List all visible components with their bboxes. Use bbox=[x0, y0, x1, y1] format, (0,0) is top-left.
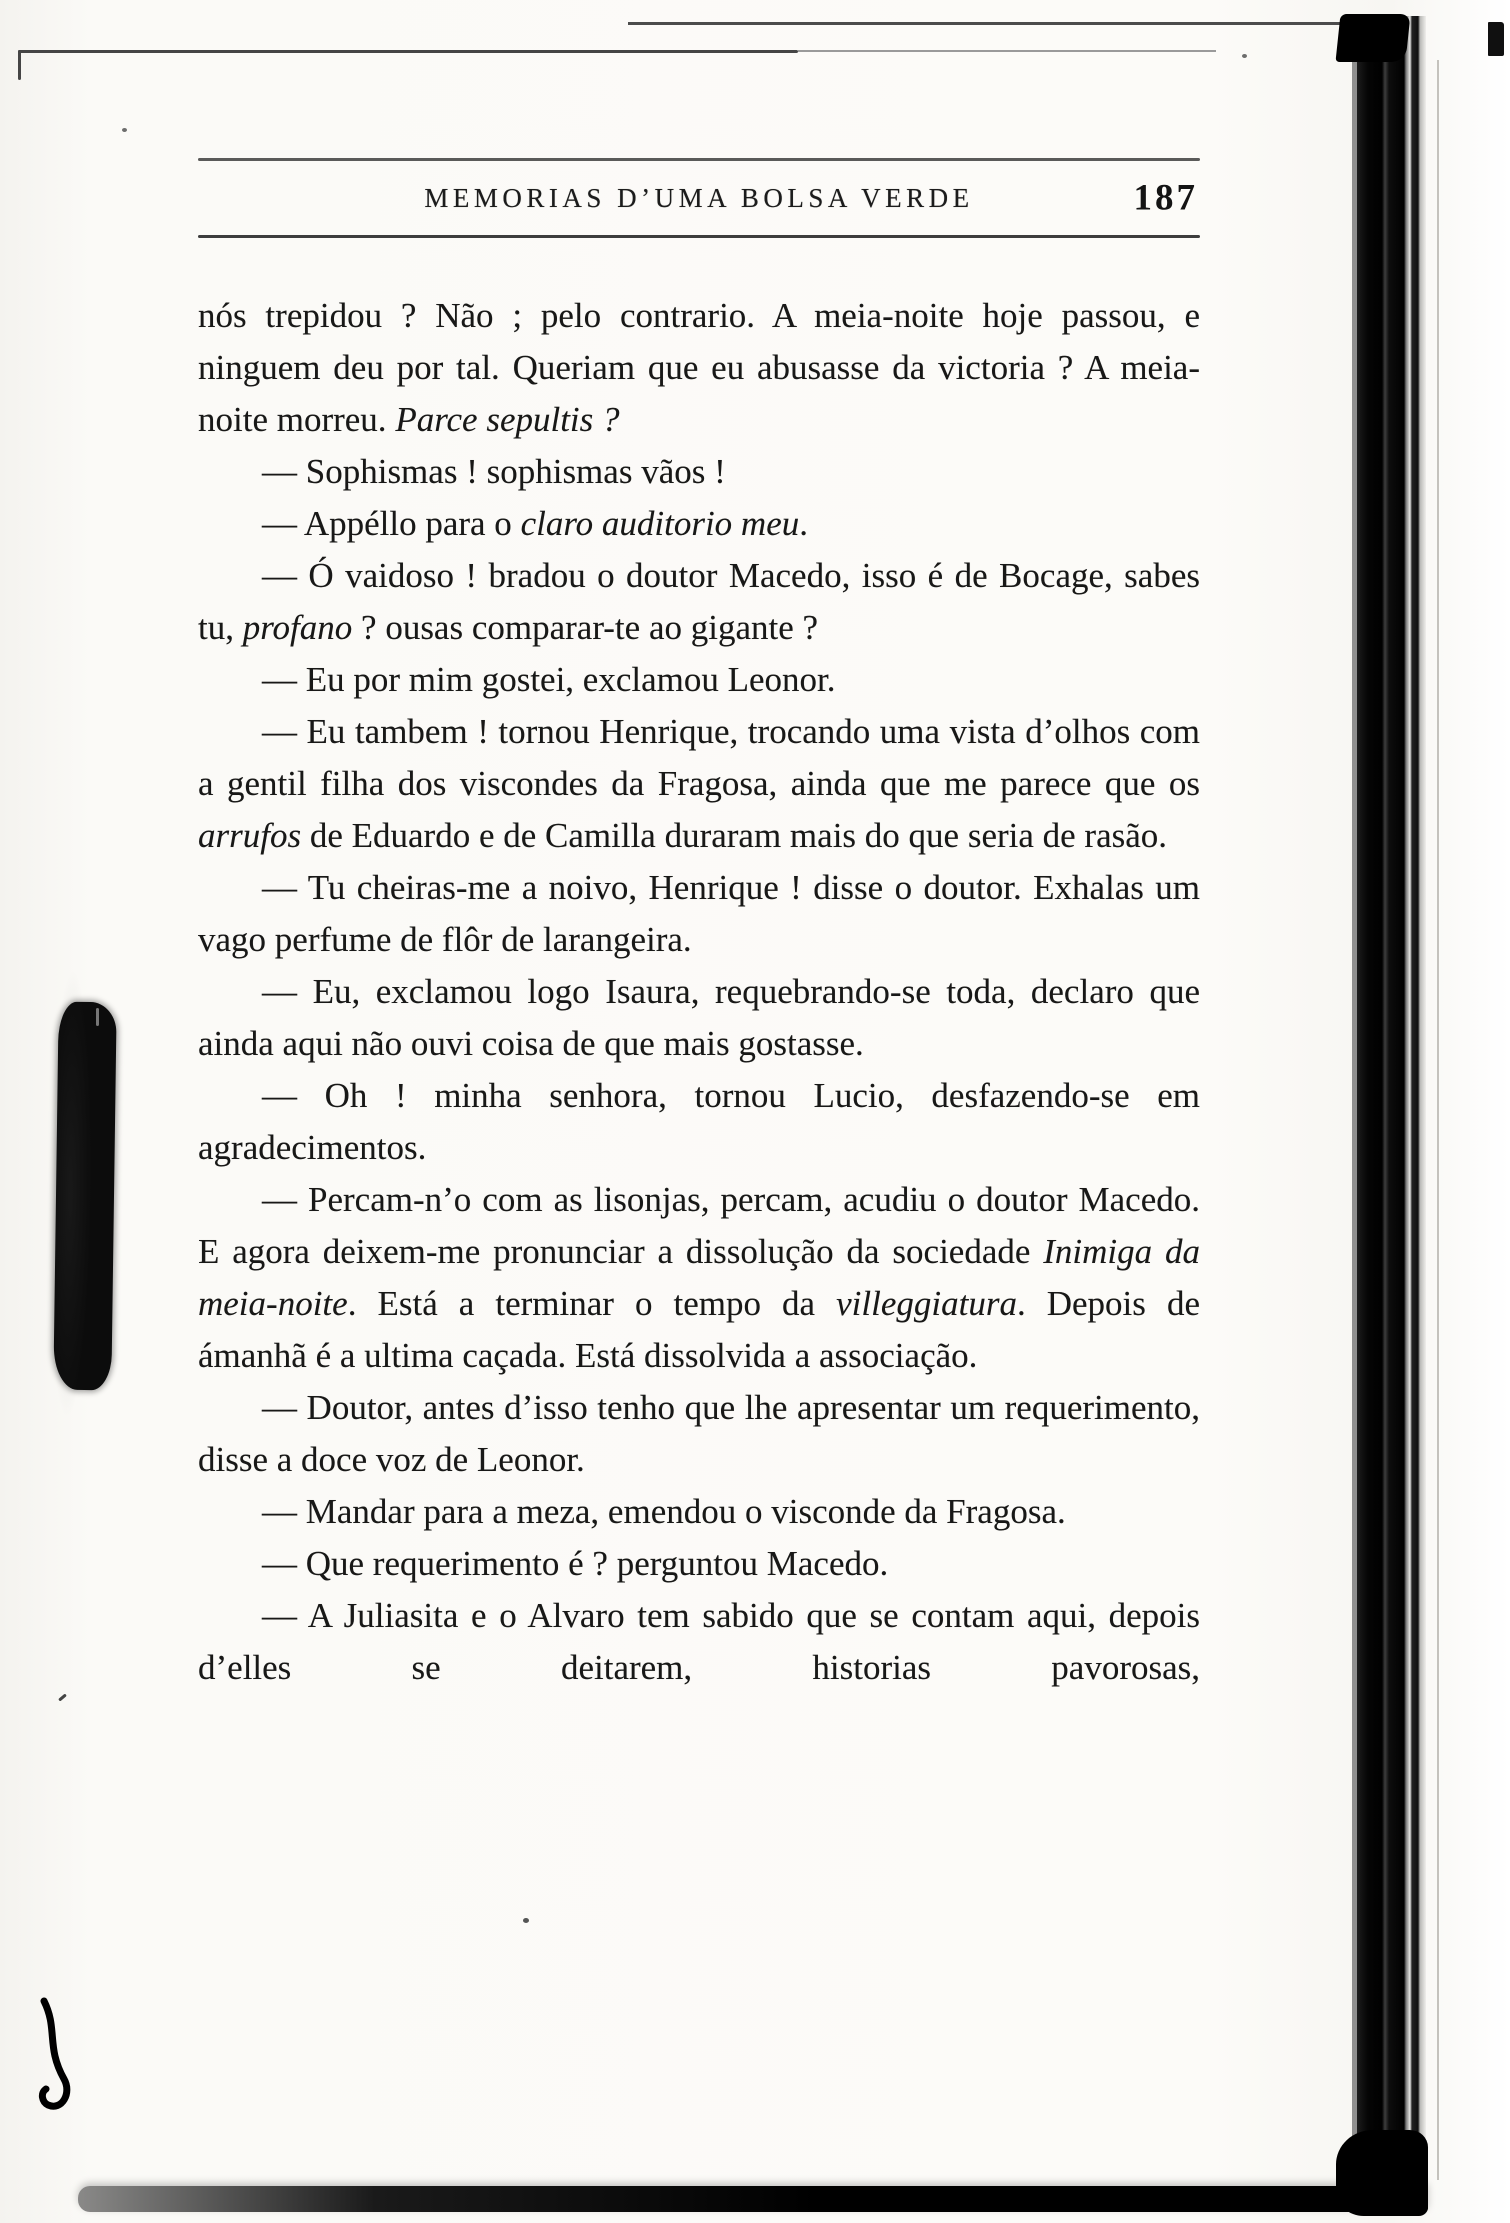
scan-top-edge-line bbox=[628, 22, 1422, 25]
ink-blot-left-margin bbox=[53, 1002, 116, 1391]
scan-bottom-smear bbox=[78, 2186, 1428, 2212]
italic-phrase: profano bbox=[242, 608, 353, 647]
text-segment: — Doutor, antes d’isso tenho que lhe apresentar um requerimento, disse a doce voz de Leonor. bbox=[198, 1388, 1200, 1479]
paragraph bbox=[198, 654, 1200, 706]
text-segment: . Está a terminar o tempo da bbox=[347, 1284, 837, 1323]
paragraph bbox=[198, 862, 1200, 966]
text-segment: de Eduardo e de Camilla duraram mais do que seria de rasão. bbox=[301, 816, 1168, 855]
text-segment: — Eu por mim gostei, exclamou Leonor. bbox=[262, 660, 836, 699]
book-gutter-thin-line bbox=[1437, 60, 1439, 2180]
header-rule-bottom bbox=[198, 235, 1200, 238]
paragraph bbox=[198, 550, 1200, 654]
book-gutter-shadow bbox=[1352, 16, 1426, 2208]
page-header bbox=[198, 158, 1200, 238]
text-segment: — Sophismas ! sophismas vãos ! bbox=[262, 452, 726, 491]
paragraph bbox=[198, 446, 1200, 498]
italic-phrase: arrufos bbox=[198, 816, 302, 855]
running-title: MEMORIAS D’UMA BOLSA VERDE bbox=[424, 182, 974, 213]
scan-speckle bbox=[1242, 54, 1247, 58]
scan-frame-line-faint bbox=[798, 50, 1216, 52]
text-segment: — Tu cheiras-me a noivo, Henrique ! disse o doutor. Exhalas um vago perfume de flôr de larangeira. bbox=[198, 868, 1200, 959]
text-segment: — Appéllo para o bbox=[262, 504, 521, 543]
scan-speckle bbox=[122, 128, 127, 132]
text-segment: — Que requerimento é ? perguntou Macedo. bbox=[262, 1544, 889, 1583]
text-segment: — Eu, exclamou logo Isaura, requebrando-se toda, declaro que ainda aqui não ouvi coisa de que mais gostasse. bbox=[198, 972, 1200, 1063]
paragraph bbox=[198, 1070, 1200, 1174]
text-segment: — Eu tambem ! tornou Henrique, trocando uma vista d’olhos com a gentil filha dos viscondes da Fragosa, ainda que me parece que os bbox=[198, 712, 1200, 803]
paragraph bbox=[198, 290, 1200, 446]
scan-speckle bbox=[96, 1008, 99, 1026]
text-segment: — Oh ! minha senhora, tornou Lucio, desfazendo-se em agradecimentos. bbox=[198, 1076, 1200, 1167]
text-segment: — Ó vaidoso ! bradou o doutor Macedo, isso é de Bocage, sabes tu, bbox=[198, 556, 1200, 647]
paragraph bbox=[198, 1486, 1200, 1538]
text-segment: — Percam-n’o com as lisonjas, percam, acudiu o doutor Macedo. E agora deixem-me pronunciar a dissolução da sociedade bbox=[198, 1180, 1200, 1271]
italic-phrase: Parce sepultis ? bbox=[395, 400, 620, 439]
paragraph bbox=[198, 1382, 1200, 1486]
text-segment: nós trepidou ? Não ; pelo contrario. A meia-noite hoje passou, e ninguem deu por tal. Queriam que eu abusasse da victoria ? A meia-noite morreu. bbox=[198, 296, 1200, 439]
paragraph bbox=[198, 1538, 1200, 1590]
paragraph bbox=[198, 706, 1200, 862]
pen-mark-bottom-left bbox=[28, 1995, 112, 2127]
scan-corner-mark bbox=[1488, 22, 1504, 56]
paragraph bbox=[198, 966, 1200, 1070]
paragraph bbox=[198, 498, 1200, 550]
text-segment: — A Juliasita e o Alvaro tem sabido que se contam aqui, depois d’elles se deitarem, historias pavorosas, bbox=[198, 1596, 1200, 1687]
page-number: 187 bbox=[1133, 177, 1198, 219]
text-segment: ? ousas comparar-te ao gigante ? bbox=[352, 608, 819, 647]
text-segment: — Mandar para a meza, emendou o visconde da Fragosa. bbox=[262, 1492, 1066, 1531]
scan-speckle bbox=[523, 1918, 529, 1923]
paragraph bbox=[198, 1174, 1200, 1382]
text-block bbox=[198, 290, 1200, 1694]
paragraph bbox=[198, 1590, 1200, 1694]
italic-phrase: villeggiatura bbox=[836, 1284, 1017, 1323]
text-segment: . Depois de ámanhã é a ultima caçada. Está dissolvida a associação. bbox=[198, 1284, 1200, 1375]
text-segment: . bbox=[799, 504, 808, 543]
scan-speckle bbox=[58, 1693, 67, 1701]
italic-phrase: claro auditorio meu bbox=[520, 504, 800, 543]
scan-ink-mark-top-right bbox=[1335, 14, 1410, 62]
scan-frame-line bbox=[18, 50, 798, 53]
italic-phrase: Inimiga da meia-noite bbox=[198, 1232, 1200, 1323]
